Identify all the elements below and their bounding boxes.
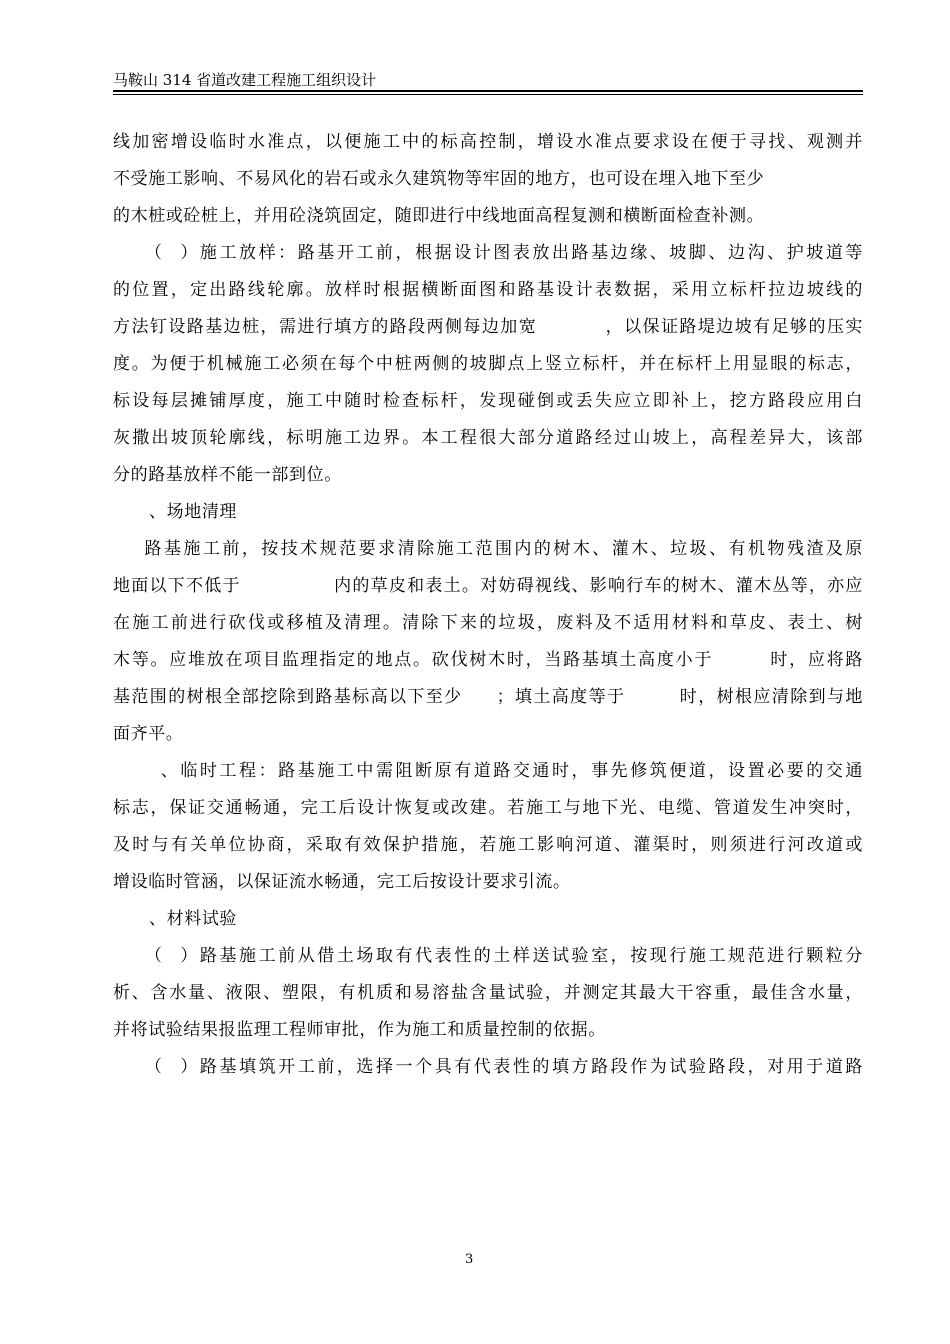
running-header: 马鞍山 314 省道改建工程施工组织设计 [113, 71, 377, 89]
text-line: 基范围的树根全部挖除到路基标高以下至少 ；填土高度等于 时，树根应清除到与地 [113, 687, 863, 707]
header-rule [113, 90, 863, 92]
text-line: 、临时工程：路基施工中需阻断原有道路交通时，事先修筑便道，设置必要的交通 [113, 761, 863, 781]
text-line: 及时与有关单位协商，采取有效保护措施，若施工影响河道、灌渠时，则须进行河改道或 [113, 835, 863, 855]
text-line: （ ）施工放样：路基开工前，根据设计图表放出路基边缘、坡脚、边沟、护坡道等 [113, 243, 863, 263]
page-number: 3 [465, 1252, 474, 1267]
text-line: 在施工前进行砍伐或移植及清理。清除下来的垃圾，废料及不适用材料和草皮、表土、树 [113, 613, 863, 633]
text-line: 灰撒出坡顶轮廓线，标明施工边界。本工程很大部分道路经过山坡上，高程差异大，该部 [113, 428, 863, 448]
body-text [113, 124, 863, 1086]
text-line: 标设每层摊铺厚度，施工中随时检查标杆，发现碰倒或丢失应立即补上，挖方路段应用白 [113, 391, 863, 411]
text-line: 的位置，定出路线轮廓。放样时根据横断面图和路基设计表数据，采用立标杆拉边坡线的 [113, 280, 863, 300]
text-line: 析、含水量、液限、塑限，有机质和易溶盐含量试验，并测定其最大干容重，最佳含水量， [113, 983, 863, 1003]
text-line: 并将试验结果报监理工程师审批，作为施工和质量控制的依据。 [113, 1020, 606, 1040]
text-line: 标志，保证交通畅通，完工后设计恢复或改建。若施工与地下光、电缆、管道发生冲突时， [113, 798, 863, 818]
section-heading: 、材料试验 [113, 909, 238, 929]
text-line: （ ）路基填筑开工前，选择一个具有代表性的填方路段作为试验路段，对用于道路 [113, 1057, 863, 1077]
text-line: （ ）路基施工前从借土场取有代表性的土样送试验室，按现行施工规范进行颗粒分 [113, 946, 863, 966]
text-line: 的木桩或砼桩上，并用砼浇筑固定，随即进行中线地面高程复测和横断面检查补测。 [113, 206, 765, 226]
text-line: 增设临时管涵，以保证流水畅通，完工后按设计要求引流。 [113, 872, 571, 892]
text-line: 面齐平。 [113, 724, 184, 744]
text-line: 分的路基放样不能一部到位。 [113, 465, 342, 485]
text-line: 方法钉设路基边桩，需进行填方的路段两侧每边加宽 ，以保证路堤边坡有足够的压实 [113, 317, 863, 337]
text-line: 不受施工影响、不易风化的岩石或永久建筑物等牢固的地方，也可设在埋入地下至少 [113, 169, 765, 189]
header-rule-thin [113, 94, 863, 95]
text-line: 线加密增设临时水准点，以便施工中的标高控制，增设水准点要求设在便于寻找、观测并 [113, 132, 863, 152]
text-line: 路基施工前，按技术规范要求清除施工范围内的树木、灌木、垃圾、有机物残渣及原 [113, 539, 863, 559]
text-line: 木等。应堆放在项目监理指定的地点。砍伐树木时，当路基填土高度小于 时，应将路 [113, 650, 863, 670]
text-line: 地面以下不低于 内的草皮和表土。对妨碍视线、影响行车的树木、灌木丛等，亦应 [113, 576, 863, 596]
text-line: 度。为便于机械施工必须在每个中桩两侧的坡脚点上竖立标杆，并在标杆上用显眼的标志， [113, 354, 863, 374]
section-heading: 、场地清理 [113, 502, 238, 522]
